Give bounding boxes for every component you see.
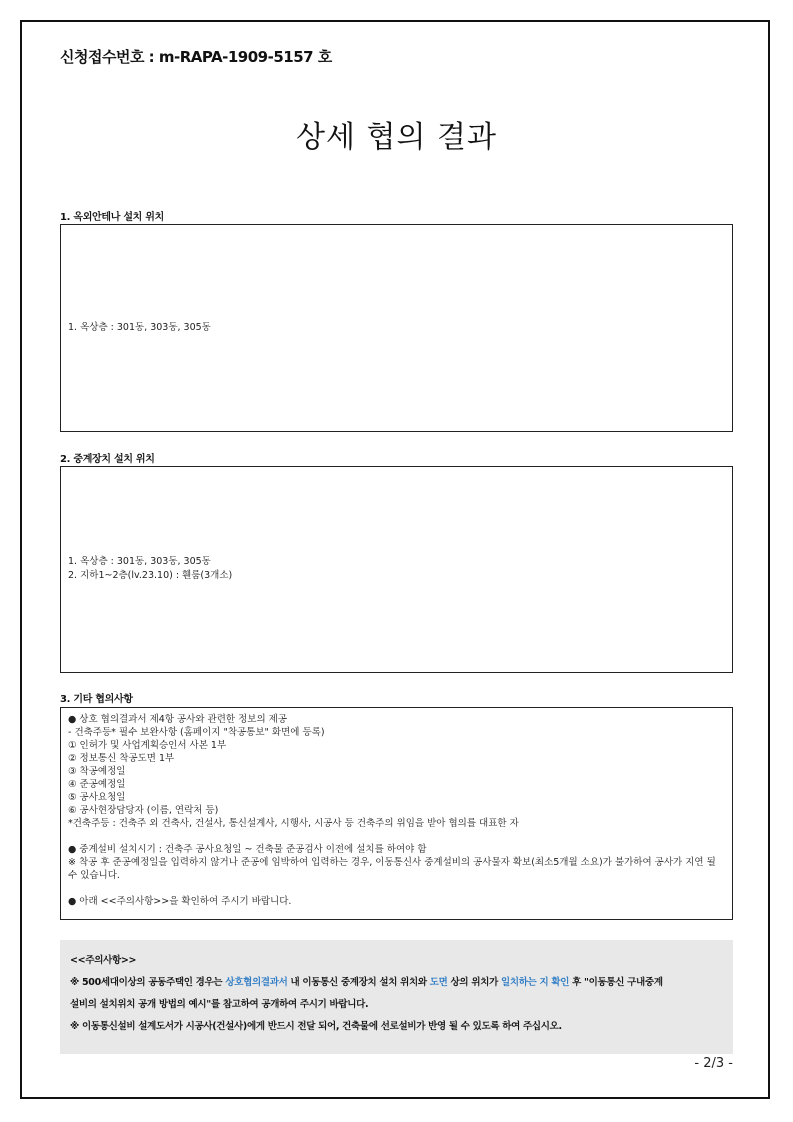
consultation-line: ④ 준공예정일 xyxy=(68,779,126,790)
consultation-line: *건축주등 : 건축주 외 건축사, 건설사, 통신설계사, 시행사, 시공사 등 건축주의 위임을 받아 협의를 대표한 자 xyxy=(68,818,519,829)
consultation-line: ⑤ 공사요청일 xyxy=(68,792,126,803)
notice-text: 내 이동통신 중계장치 설치 위치와 xyxy=(287,977,430,988)
notice-highlight: 일치하는 지 확인 xyxy=(500,977,570,988)
repeater-location-line: 1. 옥상층 : 301동, 303동, 305동 xyxy=(68,556,211,567)
document-title: 상세 협의 결과 xyxy=(296,120,497,155)
notice-line: 설비의 설치위치 공개 방법의 예시"를 참고하여 공개하여 주시기 바랍니다. xyxy=(70,999,369,1010)
consultation-line: ※ 착공 후 준공예정일을 입력하지 않거나 준공에 임박하여 입력하는 경우, 이동통신사 중계설비의 공사물자 확보(최소5개월 소요)가 불가하여 공사가 지연 될 수 있습니다. xyxy=(68,857,716,881)
notice-highlight: 상호협의결과서 xyxy=(225,977,288,988)
notice-text: 상의 위치가 xyxy=(447,977,501,988)
consultation-line: ● 아래 <<주의사항>>을 확인하여 주시기 바랍니다. xyxy=(68,896,292,907)
section-heading-other: 3. 기타 협의사항 xyxy=(60,694,133,705)
notice-box xyxy=(60,940,733,1054)
repeater-location-line: 2. 지하1~2층(lv.23.10) : 휀룸(3개소) xyxy=(68,570,233,581)
application-number: 신청접수번호 : m-RAPA-1909-5157 호 xyxy=(60,48,332,66)
repeater-location-box xyxy=(60,466,733,673)
section-heading-antenna: 1. 옥외안테나 설치 위치 xyxy=(60,212,164,223)
consultation-spacer xyxy=(68,882,724,895)
antenna-location-line: 1. 옥상층 : 301동, 303동, 305동 xyxy=(68,322,211,333)
other-consultation-box xyxy=(60,707,733,920)
notice-title: <<주의사항>> xyxy=(70,955,137,966)
notice-line: ※ 이동통신설비 설계도서가 시공사(건설사)에게 반드시 전달 되어, 건축물에 선로설비가 반영 될 수 있도록 하여 주십시오. xyxy=(70,1021,562,1032)
notice-text: ※ 500세대이상의 공동주택인 경우는 xyxy=(70,977,226,988)
page-number: - 2/3 - xyxy=(694,1056,733,1071)
repeater-location-content xyxy=(68,555,232,583)
consultation-line: ⑥ 공사현장담당자 (이름, 연락처 등) xyxy=(68,805,219,816)
antenna-location-box xyxy=(60,224,733,432)
consultation-line: ● 중계설비 설치시기 : 건축주 공사요청일 ~ 건축물 준공검사 이전에 설치를 하여야 함 xyxy=(68,844,427,855)
consultation-line: ① 인허가 및 사업계획승인서 사본 1부 xyxy=(68,740,227,751)
consultation-spacer xyxy=(68,830,724,843)
other-consultation-content xyxy=(68,713,724,908)
notice-line xyxy=(70,972,723,994)
notice-text: 후 "이동통신 구내중계 xyxy=(569,977,663,988)
consultation-line: - 건축주등* 필수 보완사항 (홈페이지 "착공통보" 화면에 등록) xyxy=(68,727,325,738)
notice-highlight: 도면 xyxy=(429,977,448,988)
antenna-location-content xyxy=(68,321,211,335)
consultation-line: ③ 착공예정일 xyxy=(68,766,126,777)
consultation-line: ● 상호 협의결과서 제4항 공사와 관련한 정보의 제공 xyxy=(68,714,288,725)
consultation-line: ② 정보통신 착공도면 1부 xyxy=(68,753,175,764)
section-heading-repeater: 2. 중계장치 설치 위치 xyxy=(60,454,155,465)
